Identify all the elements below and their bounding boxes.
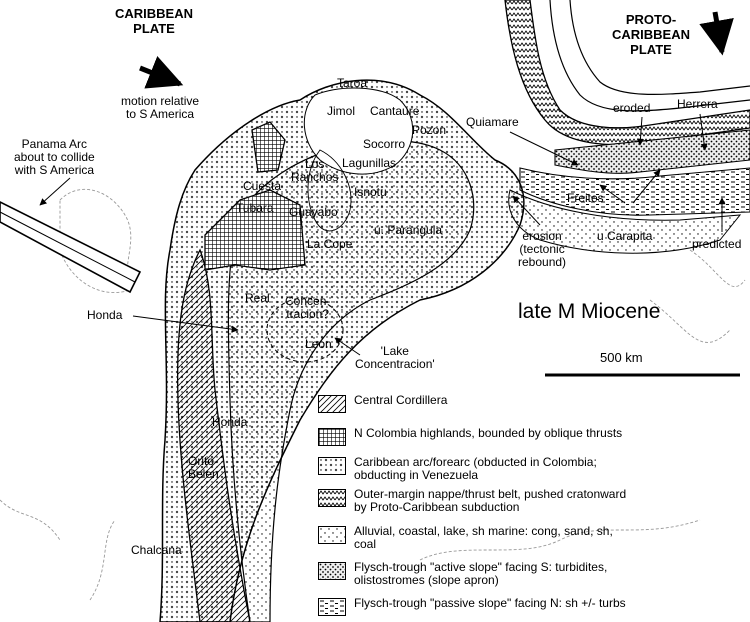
scale-label: 500 km (600, 350, 643, 365)
concentracion-label (285, 295, 330, 321)
place-jimol: Jimol (327, 104, 356, 118)
place-socorro: Socorro (363, 137, 406, 151)
legend-line: coal (354, 537, 377, 551)
legend-line: Outer-margin nappe/thrust belt, pushed cratonward (354, 487, 627, 501)
legend-row-flysch-active (318, 561, 607, 587)
place-eroded: eroded (613, 101, 651, 115)
legend-text (354, 456, 597, 482)
panama-note-line-1: Panama Arc (21, 137, 88, 151)
legend-text (354, 525, 613, 551)
legend-line: Caribbean arc/forearc (obducted in Colombia; (354, 455, 597, 469)
orito-line-1: Orito- (188, 454, 218, 468)
legend-line: olistostromes (slope apron) (354, 573, 499, 587)
place-lagunillas: Lagunillas (342, 156, 397, 170)
legend-swatch-crossdots (318, 457, 346, 475)
panama-arc-axis (0, 212, 135, 282)
legend-line: obducting in Venezuela (354, 468, 479, 482)
panama-note-line-2: about to collide (14, 150, 95, 164)
legend-line: Flysch-trough "passive slope" facing N: sh +/- turbs (354, 596, 626, 610)
erosion-note-line-2: (tectonic (519, 242, 565, 256)
legend-swatch-densedots (318, 562, 346, 580)
legend-text (354, 561, 607, 587)
erosion-note-line-3: rebound) (518, 255, 567, 269)
legend-row-caribbean-arc (318, 456, 597, 482)
legend-row-central-cordillera (318, 394, 447, 413)
place-herrera: Herrera (677, 97, 718, 111)
motion-note-line-1: motion relative (121, 94, 200, 108)
los-ranchos-line-1: Los (305, 157, 325, 171)
legend-text (354, 597, 626, 610)
legend-row-outer-margin (318, 488, 626, 514)
lake-note (355, 345, 435, 371)
los-ranchos-line-2: Ranchos (291, 170, 339, 184)
place-honda-1: Honda (87, 308, 123, 322)
legend-line: by Proto-Caribbean subduction (354, 500, 520, 514)
place-quiamare: Quiamare (466, 115, 519, 129)
concentracion-line-2: tracion? (286, 307, 330, 321)
caribbean-plate-label (115, 6, 193, 36)
legend-swatch-grid (318, 428, 346, 446)
panama-note-line-3: with S America (14, 163, 95, 177)
place-tubara: Tubara (236, 201, 274, 215)
motion-note (121, 95, 199, 121)
caribbean-plate-arrow (140, 68, 180, 84)
legend-line: Flysch-trough "active slope" facing S: turbidites, (354, 560, 608, 574)
legend-text (354, 394, 447, 407)
place-predicted: predicted (692, 237, 742, 251)
place-honda-2: Honda (212, 415, 248, 429)
legend-swatch-dashes (318, 598, 346, 616)
orito-belen-label (188, 455, 219, 481)
erosion-note (518, 230, 566, 269)
concentracion-line-1: Concen- (285, 294, 331, 308)
place-isnotu: Isnotu (354, 185, 387, 199)
legend-row-n-colombia-highlands (318, 427, 622, 446)
place-la-cope: La Cope (307, 237, 353, 251)
legend-text (354, 427, 622, 440)
map-title: late M Miocene (518, 300, 661, 323)
proto-caribbean-line-1: PROTO- (625, 12, 677, 27)
place-u-parangula: u. Parangula (374, 223, 443, 237)
legend-line: N Colombia highlands, bounded by oblique thrusts (354, 426, 623, 440)
panama-arc (0, 202, 140, 292)
proto-caribbean-plate-arrow (715, 12, 722, 52)
legend-row-alluvial (318, 525, 613, 551)
place-chalcana: Chalcana (131, 543, 182, 557)
place-taroa: Taroa (337, 76, 368, 90)
place-cuesta: Cuesta (243, 179, 282, 193)
legend-swatch-dots (318, 526, 346, 544)
place-real: Real (245, 291, 270, 305)
place-cantaure: Cantaure (370, 104, 420, 118)
place-guayabo: Guayabo (289, 205, 338, 219)
legend-swatch-diag (318, 395, 346, 413)
legend-line: Alluvial, coastal, lake, sh marine: cong, sand, sh, (354, 524, 613, 538)
orito-line-2: Belen (188, 467, 219, 481)
los-ranchos-label (291, 158, 338, 184)
motion-note-line-2: to S America (126, 107, 195, 121)
lake-note-line-1: 'Lake (380, 344, 409, 358)
legend-line: Central Cordillera (354, 393, 448, 407)
legend-swatch-zigzag (318, 489, 346, 507)
erosion-note-line-1: erosion (522, 229, 562, 243)
panama-note (14, 138, 95, 177)
place-freites: Freites (567, 191, 604, 205)
caribbean-plate-line-2: PLATE (133, 21, 175, 36)
place-u-carapita: u Carapita (597, 229, 653, 243)
lake-note-line-2: Concentracion' (355, 357, 435, 371)
legend-text (354, 488, 626, 514)
place-leon: Leon (305, 337, 332, 351)
place-pozon: Pozon (412, 123, 447, 137)
proto-caribbean-line-2: CARIBBEAN (612, 27, 690, 42)
caribbean-plate-line-1: CARIBBEAN (115, 6, 193, 21)
proto-caribbean-plate-label (612, 12, 690, 57)
legend-row-flysch-passive (318, 597, 626, 616)
proto-caribbean-line-3: PLATE (630, 42, 672, 57)
pointer-panama (40, 178, 70, 205)
